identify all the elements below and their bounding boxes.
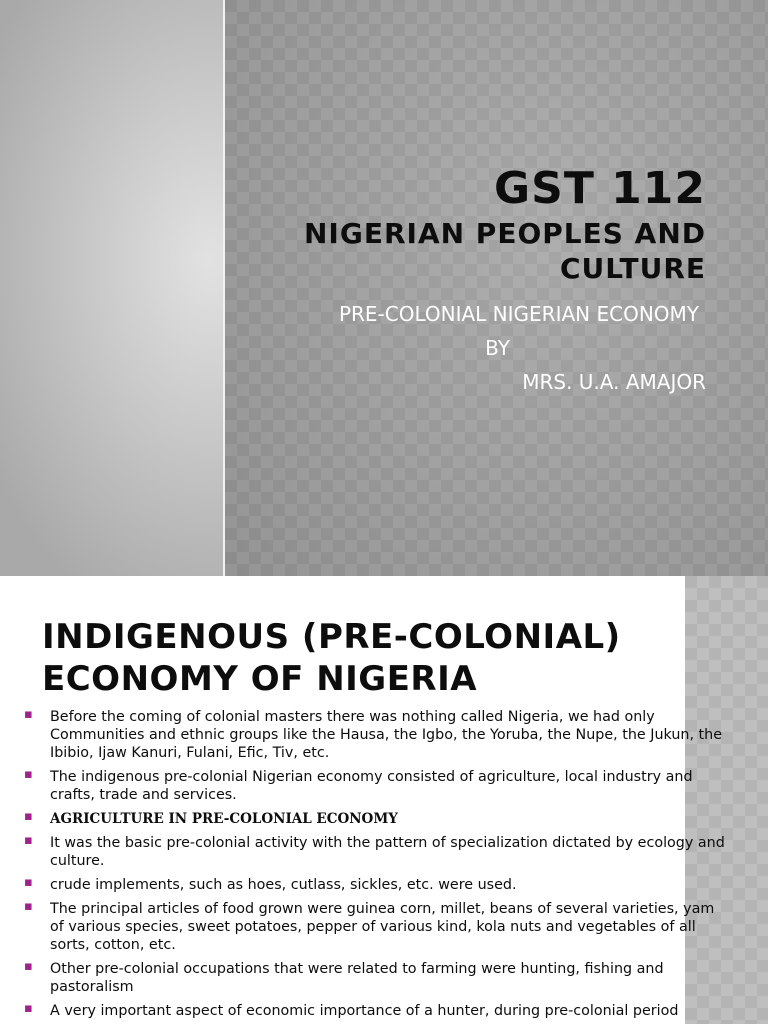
left-gradient-panel <box>0 0 223 576</box>
bullet-icon: ▪ <box>24 899 33 914</box>
patterned-panel <box>225 0 768 576</box>
list-item-text: A very important aspect of economic importance of a hunter, during pre-colonial period <box>50 1003 679 1019</box>
list-item <box>22 1002 728 1020</box>
slide-heading-line1: INDIGENOUS (PRE-COLONIAL) <box>42 617 621 657</box>
bullet-icon: ▪ <box>24 767 33 782</box>
course-name-line2: CULTURE <box>559 252 706 285</box>
list-item-text: crude implements, such as hoes, cutlass, sickles, etc. were used. <box>50 877 517 893</box>
subtitle-block <box>226 297 706 399</box>
list-item-text: The indigenous pre-colonial Nigerian economy consisted of agriculture, local industry and crafts, trade and services. <box>50 769 693 803</box>
bullet-icon: ▪ <box>24 707 33 722</box>
list-item-text: The principal articles of food grown were guinea corn, millet, beans of several varieties, yam of various species, sweet potatoes, pepper of various kind, kola nuts and vegetables of all sorts, cotton, etc. <box>50 901 715 953</box>
course-name-line1: NIGERIAN PEOPLES AND <box>304 217 706 250</box>
bullet-icon: ▪ <box>24 833 33 848</box>
list-item <box>22 834 728 870</box>
list-item <box>22 768 728 804</box>
slide-heading-line2: ECONOMY OF NIGERIA <box>42 659 478 699</box>
list-item <box>22 960 728 996</box>
list-item-text: It was the basic pre-colonial activity with the pattern of specialization dictated by ecology and culture. <box>50 835 725 869</box>
list-item-text: Before the coming of colonial masters there was nothing called Nigeria, we had only Communities and ethnic groups like the Hausa, the Igbo, the Yoruba, the Nupe, the Jukun, the Ibibio, Ijaw Kanuri, Fulani, Efic, Tiv, etc. <box>50 709 723 761</box>
bullet-icon: ▪ <box>24 1001 33 1016</box>
bullet-icon: ▪ <box>24 959 33 974</box>
list-item-heading <box>22 810 728 828</box>
course-code-title: GST 112 <box>494 163 706 214</box>
list-item-text: AGRICULTURE IN PRE-COLONIAL ECONOMY <box>50 811 398 827</box>
author-name: MRS. U.A. AMAJOR <box>522 370 706 394</box>
topic-text: PRE-COLONIAL NIGERIAN ECONOMY <box>338 302 699 326</box>
bullet-icon: ▪ <box>24 875 33 890</box>
list-item <box>22 900 728 954</box>
list-item <box>22 708 728 762</box>
list-item-text: Other pre-colonial occupations that were related to farming were hunting, fishing and pastoralism <box>50 961 664 995</box>
bullet-list <box>22 708 728 1024</box>
list-item <box>22 876 728 894</box>
bullet-icon: ▪ <box>24 809 33 824</box>
by-text: BY <box>485 336 510 360</box>
title-block <box>236 162 706 286</box>
slide-heading <box>42 616 682 700</box>
content-slide <box>0 576 768 1024</box>
